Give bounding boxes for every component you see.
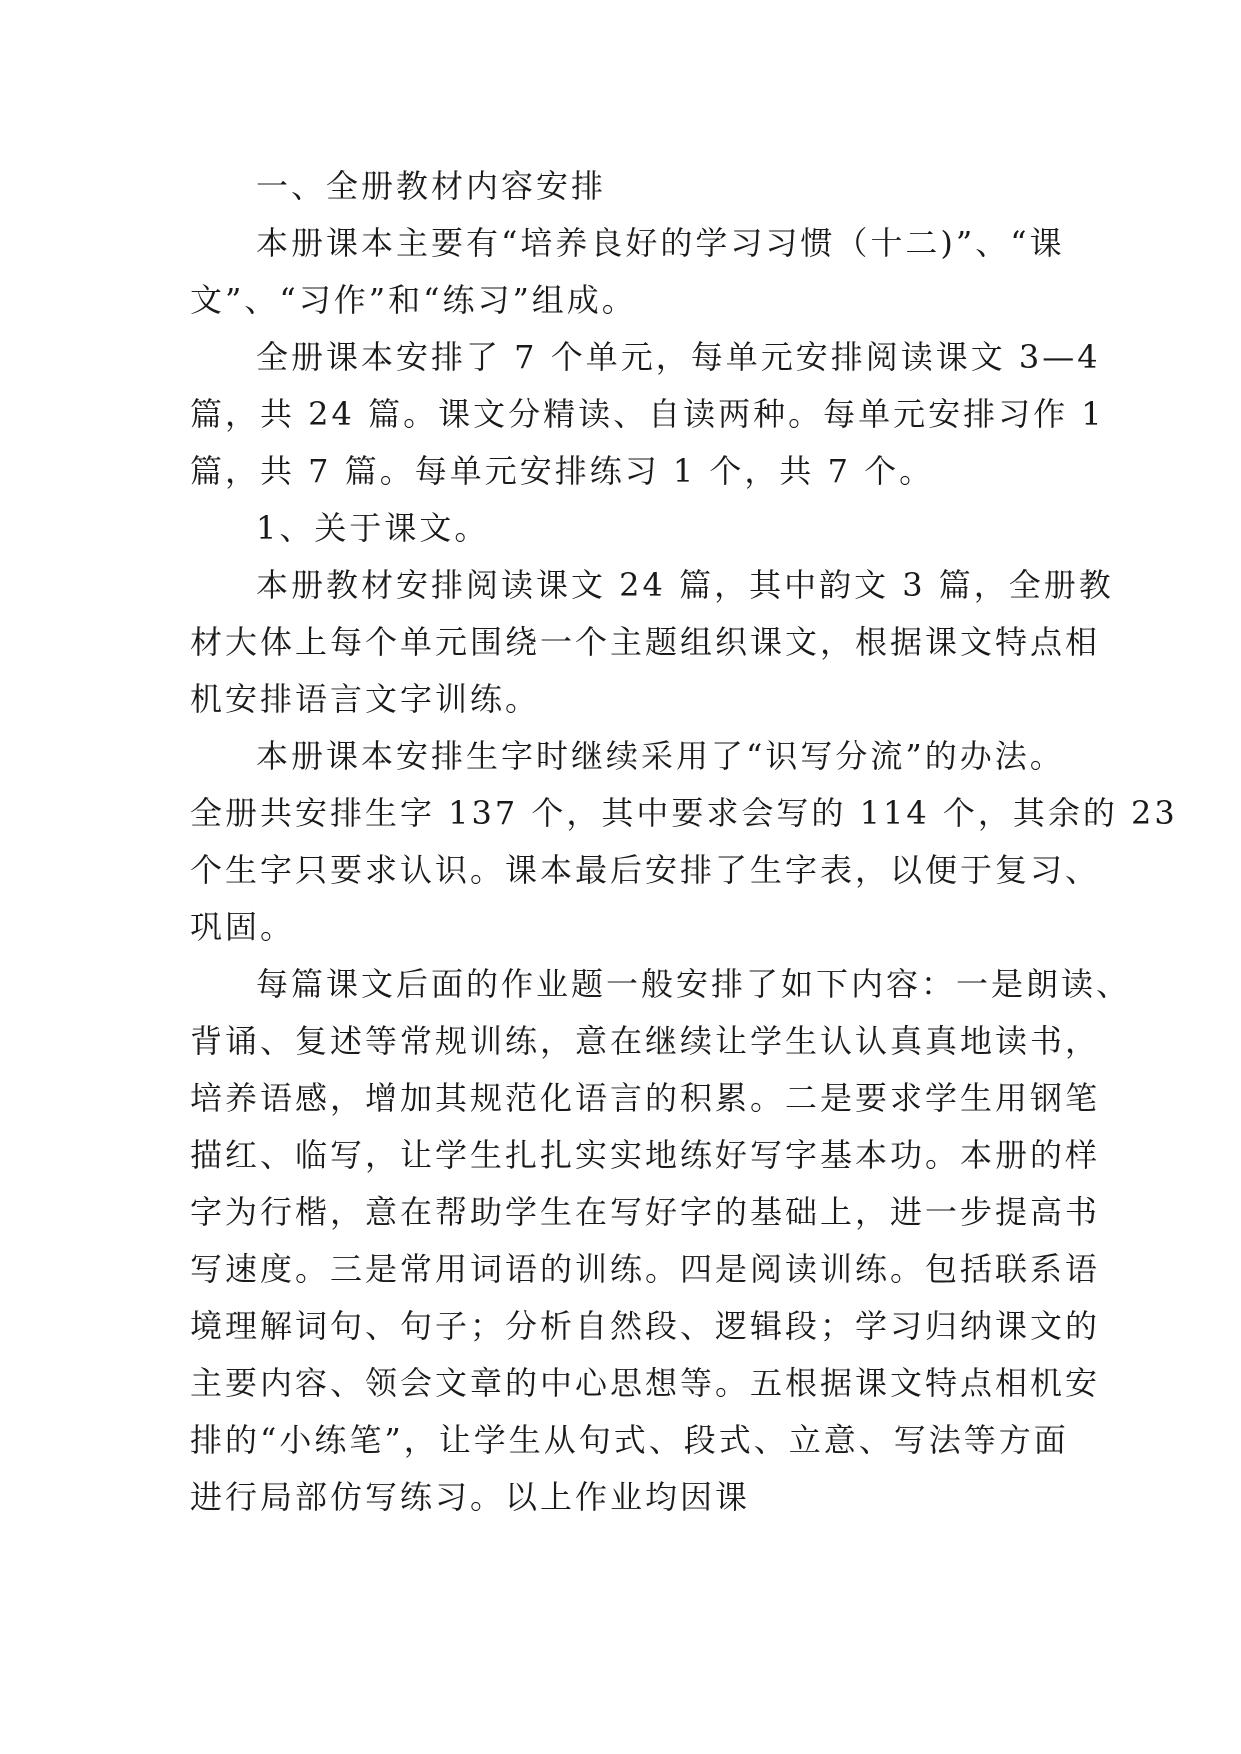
paragraph-line: 全册共安排生字 137 个，其中要求会写的 114 个，其余的 23	[190, 794, 1178, 832]
paragraph-line: 培养语感，增加其规范化语言的积累。二是要求学生用钢笔	[190, 1079, 1101, 1117]
paragraph-line: 描红、临写，让学生扎扎实实地练好写字基本功。本册的样	[190, 1136, 1101, 1174]
paragraph-line: 机安排语言文字训练。	[190, 680, 541, 718]
paragraph-line: 背诵、复述等常规训练，意在继续让学生认认真真地读书，	[190, 1022, 1101, 1060]
paragraph-line: 每篇课文后面的作业题一般安排了如下内容：一是朗读、	[256, 965, 1132, 1003]
paragraph-line: 篇，共 24 篇。课文分精读、自读两种。每单元安排习作 1	[190, 395, 1105, 433]
paragraph-line: 本册课本安排生字时继续采用了“识写分流”的办法。	[256, 737, 1065, 775]
paragraph-line: 本册课本主要有“培养良好的学习习惯（十二)”、“课	[256, 224, 1065, 262]
document-body	[190, 158, 1178, 1526]
subsection-heading: 1、关于课文。	[256, 509, 490, 547]
paragraph-line: 材大体上每个单元围绕一个主题组织课文，根据课文特点相	[190, 623, 1101, 661]
paragraph-line: 主要内容、领会文章的中心思想等。五根据课文特点相机安	[190, 1364, 1101, 1402]
paragraph-line: 巩固。	[190, 908, 296, 946]
paragraph-line: 文”、“习作”和“练习”组成。	[190, 281, 637, 319]
section-heading: 一、全册教材内容安排	[256, 167, 607, 205]
paragraph-line: 篇，共 7 篇。每单元安排练习 1 个，共 7 个。	[190, 452, 935, 490]
paragraph-line: 全册课本安排了 7 个单元，每单元安排阅读课文 3—4	[256, 338, 1101, 376]
paragraph-line: 排的“小练笔”，让学生从句式、段式、立意、写法等方面	[190, 1421, 1069, 1459]
paragraph-line: 本册教材安排阅读课文 24 篇，其中韵文 3 篇，全册教	[256, 566, 1114, 604]
paragraph-line: 字为行楷，意在帮助学生在写好字的基础上，进一步提高书	[190, 1193, 1101, 1231]
paragraph-line: 个生字只要求认识。课本最后安排了生字表，以便于复习、	[190, 851, 1101, 889]
paragraph-line: 境理解词句、句子；分析自然段、逻辑段；学习归纳课文的	[190, 1307, 1101, 1345]
paragraph-line: 进行局部仿写练习。以上作业均因课	[190, 1478, 751, 1516]
paragraph-line: 写速度。三是常用词语的训练。四是阅读训练。包括联系语	[190, 1250, 1101, 1288]
